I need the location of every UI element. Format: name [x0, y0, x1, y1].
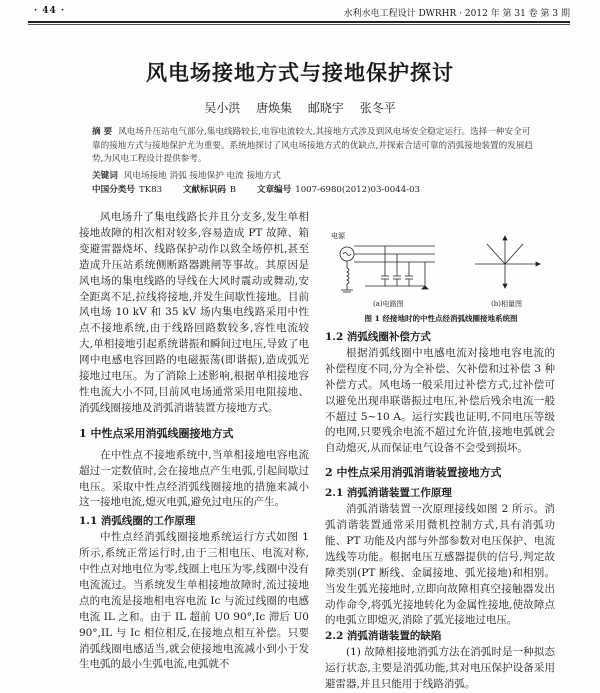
subsection-2-1-heading: 2.1 消弧消谐装置工作原理	[325, 487, 452, 500]
clc-label: 中国分类号	[92, 185, 135, 195]
subsection-2-2-heading: 2.2 消弧消谐装置的缺陷	[325, 630, 442, 643]
authors: 吴小洪 唐焕集 邮晓宇 张冬平	[204, 101, 396, 115]
header-rule	[28, 21, 570, 23]
source-label: 电源	[331, 232, 345, 240]
right-column	[325, 330, 555, 693]
keywords-text: 风电场接地 消弧 接地保护 电流 接地方式	[123, 171, 281, 181]
article-number-value: 1007-6980(2012)03-0044-03	[295, 185, 421, 195]
doc-code-label: 文献标识码	[182, 185, 226, 195]
doc-code-value: B	[229, 185, 237, 195]
subfigure-b-label: (b)相量图	[491, 300, 522, 308]
subsection-2-1-paragraph: 消弧消谐装置一次原理接线如图 2 所示。消弧消谐装置通常采用微机控制方式,具有消弧功能、PT 功能及内部与外部参数对电压保护、电流选线等功能。根据电压互感器提供的信号,判定故障类别(PT 断线、金属接地、弧光接地)和相别。当发生弧光接地时,立即向故障相真空接触器发出动作命令,将弧光接地转化为金属性接地,使故障点的电弧立即熄灭,消除了弧光接地过电压。	[325, 503, 555, 627]
section-1-heading: 1 中性点采用消弧线圈接地方式	[79, 426, 234, 440]
page-number: · 44 ·	[34, 6, 66, 16]
clc-value: TK83	[138, 185, 163, 195]
subfigure-a-label: (a)电路图	[373, 300, 404, 308]
classification-line	[92, 183, 560, 195]
section-1-paragraph: 在中性点不接地系统中,当单相接地电容电流超过一定数值时,会在接地点产生电弧,引起间歇过电压。采取中性点经消弧线圈接地的措施来减小这一接地电流,熄灭电弧,避免过电压的产生。	[79, 448, 309, 509]
subsection-1-1-heading: 1.1 消弧线圈的工作原理	[79, 515, 196, 528]
journal-info: 水利水电工程设计 DWRHR · 2012 年 第 31 卷 第 3 期	[343, 9, 570, 19]
section-2-heading: 2 中性点采用消弧消谐装置接地方式	[325, 466, 502, 480]
figure-1-caption: 图 1 经接地时的中性点经消弧线圈接地系统图	[364, 314, 518, 323]
intro-paragraph: 风电场升了集电线路长并且分支多,发生单相接地故障的相次相对较多,容易造成 PT 故障、箱变避雷器烧坏、线路保护动作以致全场停机,甚至造成升压站系统侧断路器跳闸等事故。其原因是风电场的集电线路的导线在大风时震动或舞动,安全距离不足,拉线将接地,并发生间歇性接地。目前风电场 10 kV 和 35 kV 场内集电线路采用中性点不接地系统,由于线路回路数较多,容性电流较大,单相接地引起系统谐振和瞬间过电压,导致了电网中电感电容回路的电磁振荡(即谐振),造成弧光接地过电压。为了消除上述影响,根据单相接地容性电流大小不同,目前风电场通常采用电阻接地、消弧线圈接地及消弧消谐装置方接地方式。	[79, 211, 309, 414]
running-header	[28, 6, 570, 22]
keywords	[92, 169, 536, 181]
subsection-2-2-paragraph: (1) 故障相接地消弧方法在消弧时是一种拟态运行状态,主要是消弧功能,其对电压保护设备采用避雷器,并且只能用于线路消弧。	[325, 646, 555, 691]
header-rule-thin	[28, 24, 570, 25]
abstract-text: 风电场升压站电气部分,集电线路较长,电容电流较大,其接地方式涉及到风电场安全稳定运行。选择一种安全可靠的接地方式与接地保护尤为重要。系统地探讨了风电场接地方式的优缺点,并探索合适可靠的消弧接地装置的发展趋势,为风电工程设计提供参考。	[92, 127, 534, 164]
subsection-1-1-paragraph: 中性点经消弧线圈接地系统运行方式如图 1 所示,系统正常运行时,由于三相电压、电流对称,中性点对地电位为零,线圈上电压为零,线圈中没有电流流过。当系统发生单相接地故障时,流过接地点的电流是接地相电容电流 Ic 与流过线圈的电感电流 IL 之和。由于 IL 超前 U0 90°,Ic 滞后 U0 90°,IL 与 Ic 相位相反,在接地点相互补偿。只要消弧线圈电感适当,就会使接地电流减小到小于发生电弧的最小生弧电流,电弧就不	[79, 531, 309, 671]
abstract-label: 摘 要	[92, 127, 113, 137]
keywords-label: 关键词	[92, 171, 118, 181]
figure-1-diagram	[325, 224, 557, 310]
article-number-label: 文章编号	[256, 185, 292, 195]
left-column	[79, 210, 309, 673]
abstract	[92, 126, 536, 167]
article-title: 风电场接地方式与接地保护探讨	[146, 60, 454, 85]
subsection-1-2-heading: 1.2 消弧线圈补偿方式	[325, 331, 431, 343]
subsection-1-2-paragraph: 根据消弧线圈中电感电流对接地电容电流的补偿程度不同,分为全补偿、欠补偿和过补偿 3 种补偿方式。风电场一般采用过补偿方式,过补偿可以避免出现串联谐振过电压,补偿后残余电流一般不超过 5~10 A。运行实践也证明,不同电压等级的电网,只要残余电流不超过允许值,接地电弧就会自动熄灭,从而保证电气设备不会受到损坏。	[325, 346, 555, 455]
